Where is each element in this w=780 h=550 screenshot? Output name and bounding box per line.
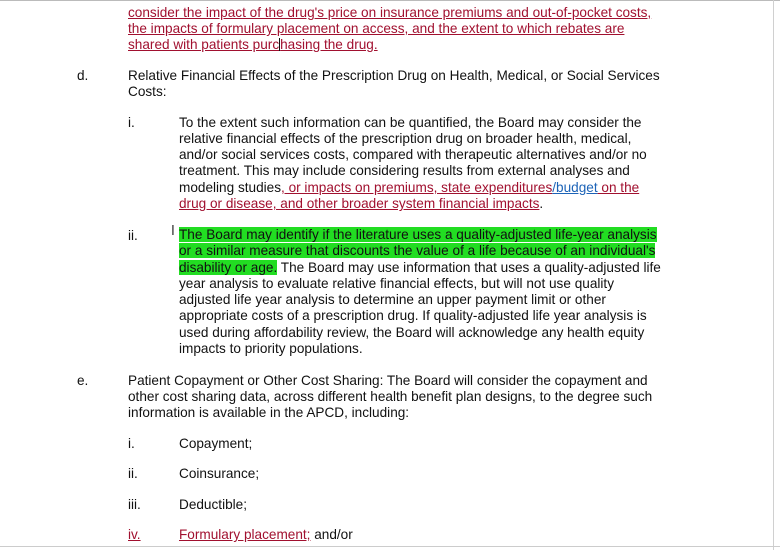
- page-bottom-edge: [0, 546, 780, 547]
- item-e-i-text[interactable]: Copayment;: [179, 436, 253, 451]
- item-d-i-line-6-end: .: [539, 196, 544, 211]
- i-beam-cursor-icon: I: [171, 224, 175, 239]
- item-d-i-line-3[interactable]: and/or social services costs, compared with therapeutic alternatives and/or no: [179, 147, 647, 162]
- item-e-iv-insertion: Formulary placement;: [179, 527, 311, 542]
- section-e-marker: e.: [77, 373, 89, 388]
- section-e-line-1[interactable]: Patient Copayment or Other Cost Sharing: The Board will consider the copayment and: [128, 373, 648, 388]
- item-e-i-marker: i.: [128, 436, 135, 451]
- highlight-line-2: or a similar measure that discounts the value of a life because of an individual's: [179, 243, 656, 258]
- section-e-line-2[interactable]: other cost sharing data, across different health benefit plan designs, to the degree such: [128, 389, 653, 404]
- item-d-i-line-5-plain: modeling studies: [179, 180, 282, 195]
- item-e-ii-text[interactable]: Coinsurance;: [179, 466, 260, 481]
- item-e-iv-marker: iv.: [128, 527, 141, 542]
- item-d-i-line-5-insertion-blue: /budget: [552, 180, 598, 195]
- page-top-edge: [0, 0, 780, 1]
- item-d-ii-line-5[interactable]: adjusted life year analysis to determine an upper payment limit or other: [179, 292, 606, 307]
- item-d-i-line-6-insertion: drug or disease, and other broader system financial impacts: [179, 196, 540, 211]
- item-d-ii-line-1[interactable]: [179, 227, 657, 243]
- page-right-edge: [773, 0, 774, 550]
- item-e-ii-marker: ii.: [128, 466, 138, 481]
- item-d-ii-marker: ii.: [128, 228, 138, 243]
- top-line-3-part-1: shared with patients purc: [128, 37, 280, 52]
- item-e-iv-text[interactable]: [179, 527, 353, 543]
- top-line-3-part-2: hasing the drug.: [280, 37, 378, 52]
- section-e-line-3[interactable]: information is available in the APCD, including:: [128, 405, 410, 420]
- item-d-ii-line-2[interactable]: [179, 243, 655, 259]
- item-e-iv-rest: and/or: [310, 527, 353, 542]
- item-d-i-line-4[interactable]: treatment. This may include considering results from external analyses and: [179, 163, 630, 178]
- item-e-iii-marker: iii.: [128, 497, 141, 512]
- item-d-i-line-5-insertion-2: on the: [597, 180, 640, 195]
- item-d-ii-line-4[interactable]: year analysis to evaluate relative financial effects, but will not use quality: [179, 276, 614, 291]
- item-e-iii-text[interactable]: Deductible;: [179, 497, 248, 512]
- top-paragraph-line-2[interactable]: the impacts of formulary placement on access, and the extent to which rebates are: [128, 21, 625, 36]
- item-d-i-line-1[interactable]: To the extent such information can be quantified, the Board may consider the: [179, 115, 642, 130]
- item-d-ii-line-8[interactable]: impacts to priority populations.: [179, 341, 363, 356]
- item-d-ii-line-6[interactable]: appropriate costs of a prescription drug. If quality-adjusted life year analysis is: [179, 308, 647, 323]
- item-d-i-line-6[interactable]: [179, 196, 543, 212]
- item-d-ii-line-3-rest: The Board may use information that uses a quality-adjusted life: [277, 260, 661, 275]
- item-d-i-marker: i.: [128, 115, 135, 130]
- section-d-heading-line-2[interactable]: Costs:: [128, 84, 167, 99]
- top-paragraph-line-1[interactable]: consider the impact of the drug's price on insurance premiums and out-of-pocket costs,: [128, 5, 652, 20]
- top-paragraph-line-3[interactable]: [128, 37, 378, 53]
- item-d-ii-line-7[interactable]: used during affordability review, the Board will acknowledge any health equity: [179, 325, 645, 340]
- item-d-i-line-2[interactable]: relative financial effects of the prescription drug on broader health, medical,: [179, 131, 632, 146]
- item-d-ii-line-3[interactable]: [179, 260, 661, 276]
- item-d-i-line-5[interactable]: [179, 180, 639, 196]
- section-d-marker: d.: [77, 68, 89, 83]
- highlight-line-3: disability or age.: [179, 260, 278, 275]
- section-d-heading-line-1[interactable]: Relative Financial Effects of the Prescription Drug on Health, Medical, or Social Services: [128, 68, 660, 83]
- highlight-line-1: The Board may identify if the literature uses a quality-adjusted life-year analysis: [179, 227, 657, 242]
- item-d-i-line-5-insertion: , or impacts on premiums, state expenditures: [281, 180, 553, 195]
